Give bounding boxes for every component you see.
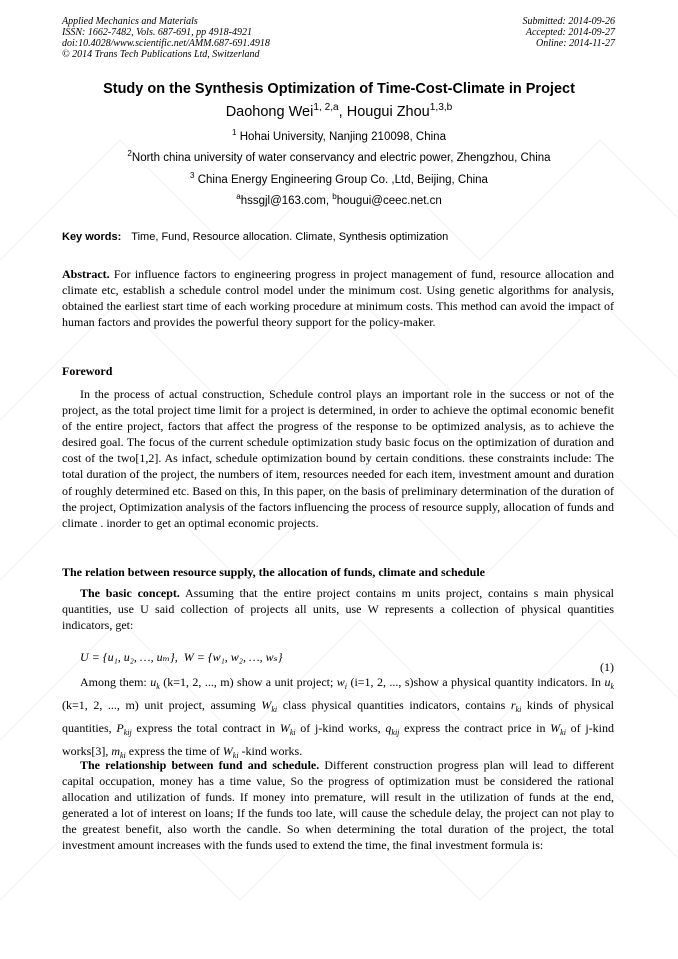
formula-w: W = {w₁, w₂, …, wₛ} (183, 650, 283, 664)
email-b[interactable]: hougui@ceec.net.cn (336, 195, 442, 207)
among-text-6: kinds of physical quantities, (62, 698, 614, 735)
email-separator: , (325, 195, 333, 207)
author-1-name: Daohong Wei (225, 104, 314, 120)
symbol-u-k-2: $u_k$ (604, 675, 614, 691)
affiliation-1-sup: 1 (232, 128, 237, 138)
affiliation-2-sup: 2 (127, 149, 132, 159)
fund-schedule-text: Different construction progress plan will lead to different capital occupation, money has a time value, So the progress of optimization must be considered the rational allocation and utilization of funds. If money into premature, will result in the utilization of funds at the end, generated a lot of interest on loans; If the funds too late, will cause the schedule delay, the project can not play to the greatest benefit, also worth the candle. So when determining the total duration of the project, the total investment amount increases with the funds used to extend the time, the final investment formula is: (62, 758, 614, 853)
equation-1 (80, 650, 283, 665)
foreword-heading: Foreword (62, 364, 113, 378)
among-text-10: of j-kind works[3], (62, 721, 615, 758)
fund-schedule-paragraph (62, 757, 614, 854)
author-2-sup: 1,3,b (429, 102, 453, 114)
affiliation-3-sup: 3 (190, 171, 195, 181)
authors (0, 104, 678, 120)
fund-schedule-label: The relationship between fund and schedule. (80, 758, 320, 772)
keywords (62, 231, 448, 243)
author-separator: , (338, 104, 347, 120)
among-text-4: (k=1, 2, ..., m) unit project, assuming (62, 698, 262, 712)
affiliation-2-text: North china university of water conservancy and electric power, Zhengzhou, China (131, 152, 551, 164)
date-accepted: Accepted: 2014-09-27 (525, 27, 615, 38)
author-2-name: Hougui Zhou (346, 104, 430, 120)
foreword-text: In the process of actual construction, Schedule control plays an important role in the success or not of the project, as the total project time limit for a project is determined, in order to achieve the optimal economic benefit of the entire project, factors that affect the progress of the response to be optimized analysis, as to achieve the desired goal. The focus of the current schedule optimization study basic focus on the optimization of duration and cost of the two[1,2]. As infact, schedule optimization bound by certain conditions. these constraints include: The total duration of the project, the numbers of item, resources needed for each item, investment amount and duration of roughly determined etc. Based on this, In this paper, on the basis of preliminary determination of the duration of the project, Optimization analysis of the factors influencing the process of resource supply, allocation of funds and climate . inorder to get an optimal economic projects. (62, 387, 614, 530)
symbol-W-ki-4: $W_{ki}$ (222, 744, 239, 760)
among-text-8: of j-kind works, (295, 721, 386, 735)
email-a-sup: a (236, 192, 241, 202)
author-1-sup: 1, 2,a (313, 102, 339, 114)
journal-issn: ISSN: 1662-7482, Vols. 687-691, pp 4918-4921 (62, 27, 252, 38)
among-text-3: (i=1, 2, ..., s)show a physical quantity indicators. In (347, 675, 605, 689)
affiliation-1-text: Hohai University, Nanjing 210098, China (236, 131, 446, 143)
affiliation-3 (0, 171, 678, 186)
affiliation-3-text: China Energy Engineering Group Co. ,Ltd, Beijing, China (194, 174, 488, 186)
equation-number: (1) (600, 660, 614, 674)
journal-copyright: © 2014 Trans Tech Publications Ltd, Switzerland (62, 49, 260, 60)
keywords-text: Time, Fund, Resource allocation. Climate, Synthesis optimization (131, 231, 449, 243)
basic-concept-label: The basic concept. (80, 586, 180, 600)
journal-doi: doi:10.4028/www.scientific.net/AMM.687-691.4918 (62, 38, 270, 49)
symbol-m-ki: $m_{ki}$ (111, 744, 126, 760)
author-emails (0, 192, 678, 207)
among-text-11: express the time of (125, 744, 223, 758)
journal-info (62, 16, 270, 60)
keywords-label: Key words: (62, 231, 122, 243)
basic-concept-paragraph (62, 585, 614, 633)
section-heading: The relation between resource supply, the allocation of funds, climate and schedule (62, 565, 486, 579)
basic-concept-text: Assuming that the entire project contains m units project, contains s main physical quantities, use U said collection of projects all units, use W represents a collection of physical quantities indicators, get: (62, 586, 614, 633)
symbol-r-ki: $r_{ki}$ (510, 698, 522, 714)
journal-name: Applied Mechanics and Materials (62, 16, 198, 27)
among-text-1: Among them: (80, 675, 151, 689)
symbol-P-kij: $P_{kij}$ (116, 721, 132, 737)
email-b-sup: b (332, 192, 337, 202)
formula-u: U = {u₁, u₂, …, uₘ}, (80, 650, 178, 664)
symbol-w-i: $w_i$ (336, 675, 348, 691)
abstract (62, 266, 614, 330)
among-text-9: express the contract price in (399, 721, 551, 735)
date-submitted: Submitted: 2014-09-26 (522, 16, 615, 27)
among-text-5: class physical quantities indicators, contains (277, 698, 511, 712)
symbol-q-kij: $q_{kij}$ (385, 721, 400, 737)
among-text-12: -kind works. (238, 744, 303, 758)
submission-dates (523, 16, 616, 49)
among-them-paragraph (62, 673, 614, 765)
affiliation-2 (0, 149, 678, 164)
date-online: Online: 2014-11-27 (536, 38, 615, 49)
symbol-W-ki-2: $W_{ki}$ (279, 721, 296, 737)
email-a[interactable]: hssgjl@163.com (240, 195, 326, 207)
affiliation-1 (0, 128, 678, 143)
among-text-2: (k=1, 2, ..., m) show a unit project; (159, 675, 337, 689)
among-text-7: express the total contract in (131, 721, 280, 735)
symbol-u-k: $u_k$ (150, 675, 160, 691)
abstract-text: For influence factors to engineering progress in project management of fund, resource allocation and climate etc, establish a schedule control model under the minimum cost. Using genetic algorithms for analysis, obtained the earliest start time of each working procedure at minimum costs. This method can avoid the impact of human factors and provides the powerful theory support for the policy-maker. (62, 267, 614, 330)
abstract-label: Abstract. (62, 267, 110, 281)
paper-title: Study on the Synthesis Optimization of Time-Cost-Climate in Project (103, 81, 575, 97)
symbol-W-ki: $W_{ki}$ (261, 698, 278, 714)
symbol-W-ki-3: $W_{ki}$ (550, 721, 566, 737)
